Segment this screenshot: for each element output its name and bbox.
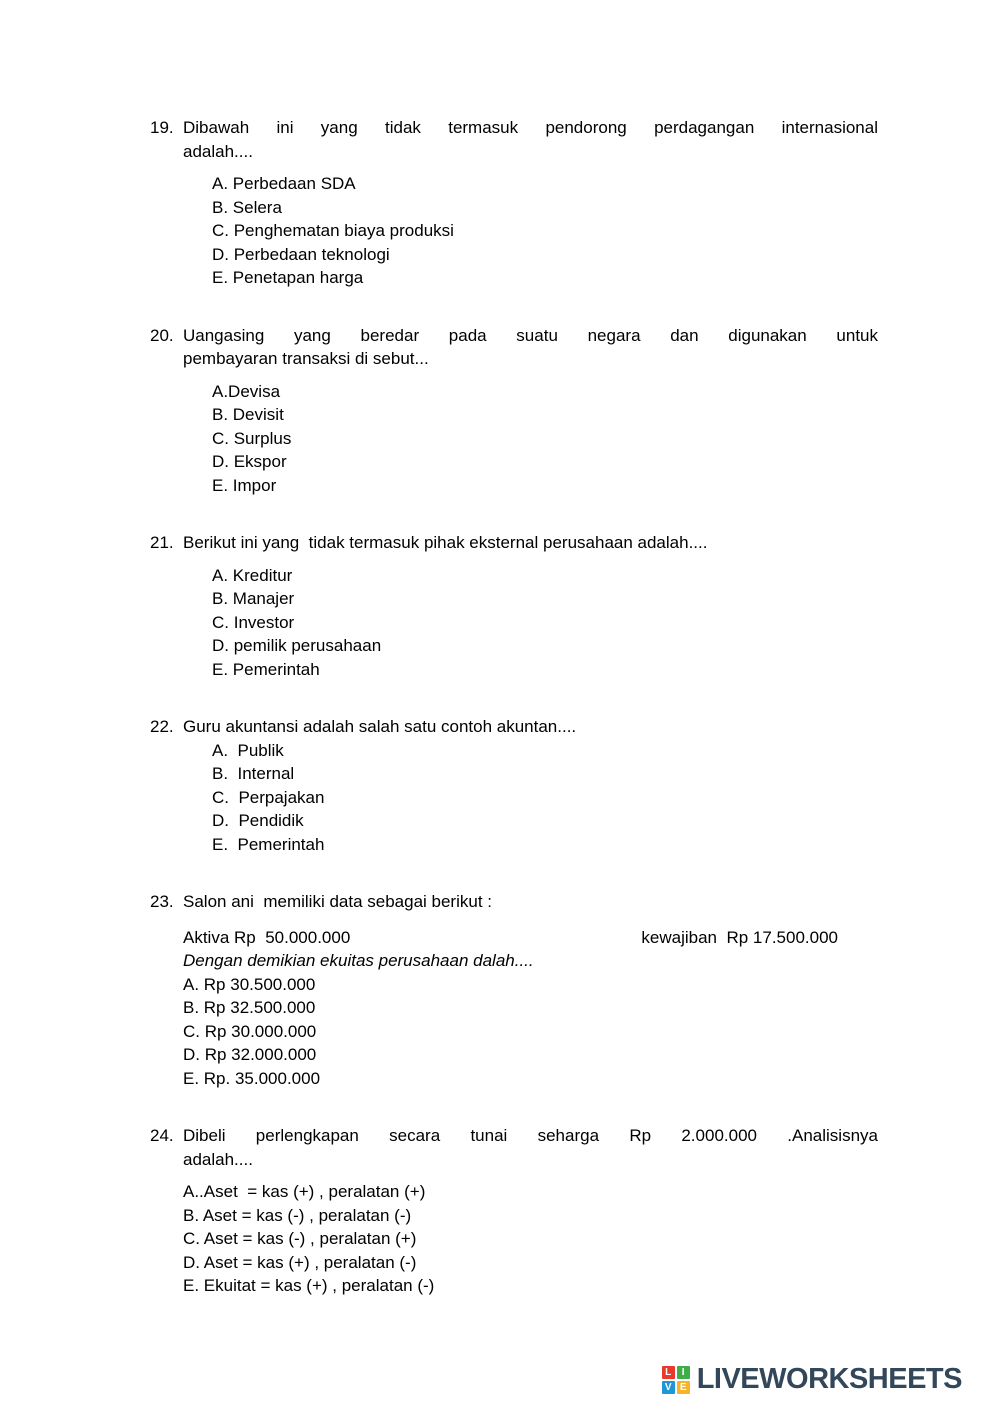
question-line: Dibawah ini yang tidak termasuk pendorong perdagangan internasional bbox=[183, 118, 878, 137]
option-line: A. Kreditur bbox=[212, 565, 293, 585]
question-text bbox=[183, 324, 878, 371]
question-line: Dibeli perlengkapan secara tunai seharga Rp 2.000.000 .Analisisnya bbox=[183, 1126, 878, 1145]
question-line: pembayaran transaksi di sebut... bbox=[183, 349, 429, 368]
logo-square-i: I bbox=[677, 1366, 690, 1379]
question-text bbox=[183, 116, 878, 163]
option-line: C. Aset = kas (-) , peralatan (+) bbox=[183, 1229, 417, 1248]
question-line: adalah.... bbox=[183, 1149, 253, 1169]
logo-square-l: L bbox=[662, 1366, 675, 1379]
option-line: D. Rp 32.000.000 bbox=[183, 1045, 317, 1064]
option-line: E. Pemerintah bbox=[212, 659, 320, 679]
logo-square-e: E bbox=[677, 1381, 690, 1394]
question-text bbox=[183, 715, 878, 739]
kewajiban-value: kewajiban Rp 17.500.000 bbox=[641, 927, 838, 947]
liveworksheets-logo[interactable] bbox=[662, 1363, 962, 1396]
option-line: B. Devisit bbox=[212, 405, 284, 424]
question-line: Guru akuntansi adalah salah satu contoh akuntan.... bbox=[183, 717, 577, 736]
question-22 bbox=[150, 715, 878, 856]
option-line: C. Perpajakan bbox=[212, 787, 325, 807]
question-number: 24. bbox=[150, 1126, 174, 1145]
option-line: D. Perbedaan teknologi bbox=[212, 244, 390, 264]
question-number: 21. bbox=[150, 533, 174, 552]
option-line: C. Surplus bbox=[212, 428, 292, 448]
question-23 bbox=[150, 890, 878, 1090]
option-line: A. Publik bbox=[212, 740, 284, 760]
question-line: Berikut ini yang tidak termasuk pihak eksternal perusahaan adalah.... bbox=[183, 533, 708, 552]
question-number: 22. bbox=[150, 717, 174, 736]
option-line: E. Impor bbox=[212, 475, 277, 495]
option-line: E. Pemerintah bbox=[212, 834, 325, 854]
option-line: C. Investor bbox=[212, 612, 295, 632]
option-line: C. Penghematan biaya produksi bbox=[212, 221, 454, 240]
question-number: 20. bbox=[150, 325, 174, 345]
options-list bbox=[150, 172, 878, 290]
options-list bbox=[150, 739, 878, 857]
options-list bbox=[150, 564, 878, 682]
question-text bbox=[183, 531, 878, 555]
question-line: adalah.... bbox=[183, 141, 253, 161]
worksheet-content bbox=[150, 116, 878, 1332]
question-20 bbox=[150, 324, 878, 498]
option-line: B. Aset = kas (-) , peralatan (-) bbox=[183, 1205, 412, 1225]
option-line: A..Aset = kas (+) , peralatan (+) bbox=[183, 1182, 426, 1201]
option-line: E. Ekuitat = kas (+) , peralatan (-) bbox=[183, 1276, 435, 1295]
option-line: D. Ekspor bbox=[212, 452, 287, 471]
option-line: A.Devisa bbox=[212, 381, 281, 401]
option-line: B. Manajer bbox=[212, 589, 295, 608]
question-text bbox=[183, 890, 878, 914]
option-line: A. Rp 30.500.000 bbox=[183, 974, 316, 994]
data-row bbox=[150, 926, 878, 950]
option-line: C. Rp 30.000.000 bbox=[183, 1021, 317, 1041]
option-line: D. Pendidik bbox=[212, 811, 304, 830]
logo-text: LIVEWORKSHEETS bbox=[696, 1363, 962, 1395]
option-line: B. Internal bbox=[212, 764, 295, 783]
question-21 bbox=[150, 531, 878, 681]
question-line: Uangasing yang beredar pada suatu negara dan digunakan untuk bbox=[183, 325, 878, 345]
question-19 bbox=[150, 116, 878, 290]
option-line: B. Rp 32.500.000 bbox=[183, 998, 316, 1017]
options-list bbox=[150, 973, 878, 1091]
options-list bbox=[150, 1180, 878, 1298]
option-line: E. Rp. 35.000.000 bbox=[183, 1068, 321, 1088]
logo-square-v: V bbox=[662, 1381, 675, 1394]
liveworksheets-grid-icon bbox=[662, 1366, 690, 1394]
aktiva-value: Aktiva Rp 50.000.000 bbox=[183, 927, 351, 947]
question-text bbox=[183, 1124, 878, 1171]
question-line: Salon ani memiliki data sebagai berikut : bbox=[183, 892, 492, 911]
option-line: D. pemilik perusahaan bbox=[212, 636, 382, 655]
question-number: 19. bbox=[150, 118, 174, 137]
question-24 bbox=[150, 1124, 878, 1298]
option-line: B. Selera bbox=[212, 197, 282, 217]
question-number: 23. bbox=[150, 892, 174, 911]
option-line: D. Aset = kas (+) , peralatan (-) bbox=[183, 1252, 417, 1272]
note-line: Dengan demikian ekuitas perusahaan dalah.... bbox=[183, 951, 534, 970]
options-list bbox=[150, 380, 878, 498]
option-line: A. Perbedaan SDA bbox=[212, 174, 356, 193]
option-line: E. Penetapan harga bbox=[212, 268, 364, 287]
